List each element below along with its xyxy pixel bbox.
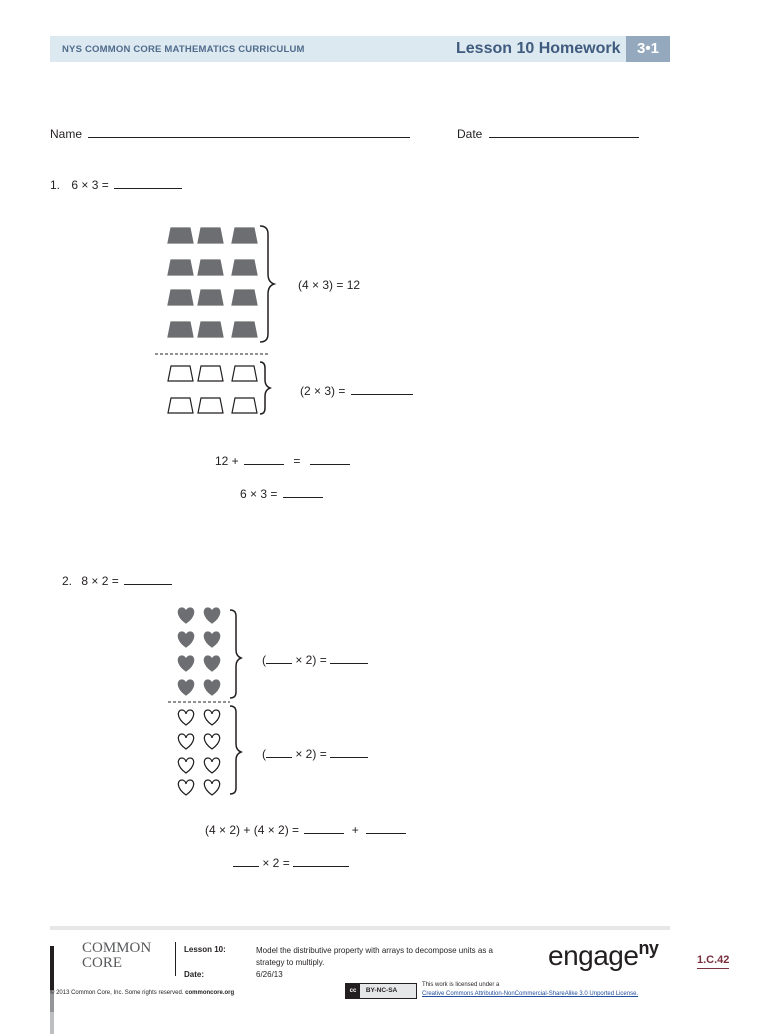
date-label: Date <box>457 127 483 141</box>
filled-heart-shape <box>204 680 219 695</box>
problem-2-answer-blank[interactable] <box>124 573 172 585</box>
problem-1-top-brace <box>260 226 274 342</box>
problem-2-sum-blank-2[interactable] <box>366 822 406 834</box>
footer-date-value: 6/26/13 <box>256 970 283 979</box>
cc-badge-text: BY-NC-SA <box>365 987 398 994</box>
filled-trapezoid-shape <box>232 228 257 243</box>
filled-trapezoid-shape <box>168 322 193 337</box>
empty-trapezoid-shape <box>168 366 193 381</box>
filled-heart-shape <box>204 656 219 671</box>
common-core-logo-mark <box>50 946 56 968</box>
license-link[interactable]: Creative Commons Attribution-NonCommercial-ShareAlike 3.0 Unported License. <box>422 991 639 997</box>
empty-trapezoid-shape <box>232 398 257 413</box>
problem-1-sum-line <box>215 453 350 468</box>
filled-trapezoid-shape <box>232 290 257 305</box>
filled-trapezoid-shape <box>168 228 193 243</box>
problem-2-bottom-blank-2[interactable] <box>330 746 368 758</box>
filled-trapezoid-shape <box>198 322 223 337</box>
empty-trapezoid-shape <box>232 366 257 381</box>
problem-2-array <box>168 600 258 800</box>
problem-2-expression: 8 × 2 = <box>81 574 119 588</box>
problem-1-final-text: 6 × 3 = <box>240 487 278 501</box>
module-tag: 3•1 <box>626 36 670 62</box>
filled-heart-shape <box>204 632 219 647</box>
empty-trapezoid-shape <box>168 398 193 413</box>
problem-1-sum-left: 12 + <box>215 454 239 468</box>
problem-1-answer-blank[interactable] <box>114 177 182 189</box>
engageny-logo-main: engage <box>548 940 639 971</box>
footer-divider <box>175 942 176 976</box>
filled-trapezoid-shape <box>168 260 193 275</box>
filled-trapezoid-shape <box>198 228 223 243</box>
name-label: Name <box>50 127 83 141</box>
license-intro: This work is licensed under a <box>422 982 500 988</box>
problem-1-final-blank[interactable] <box>283 486 323 498</box>
curriculum-label: NYS COMMON CORE MATHEMATICS CURRICULUM <box>62 44 305 55</box>
footer-rule <box>50 926 670 930</box>
problem-2-sum-text: (4 × 2) + (4 × 2) = <box>205 823 300 837</box>
problem-2-final-blank-2[interactable] <box>293 855 349 867</box>
empty-heart-shape <box>178 758 193 773</box>
problem-1-bottom-equation-text: (2 × 3) = <box>300 384 346 398</box>
problem-2-final-text: × 2 = <box>262 856 290 870</box>
footer-lesson-desc-2: strategy to multiply. <box>256 958 325 967</box>
problem-1-final-line <box>240 486 323 501</box>
problem-1-expression: 6 × 3 = <box>71 178 109 192</box>
problem-2-sum-blank-1[interactable] <box>304 822 344 834</box>
copyright <box>50 990 234 996</box>
problem-2-top-brace <box>230 610 241 698</box>
problem-1-bottom-blank[interactable] <box>351 383 413 395</box>
problem-1-sum-equals: = <box>293 454 301 468</box>
footer-lesson-desc-1: Model the distributive property with arrays to decompose units as a <box>256 946 494 955</box>
footer-lesson-label: Lesson 10: <box>184 945 226 954</box>
problem-2-final-blank-1[interactable] <box>233 855 259 867</box>
footer-date-label: Date: <box>184 970 205 979</box>
filled-trapezoid-shape <box>232 322 257 337</box>
problem-1-number: 1. <box>50 178 61 192</box>
problem-2-bottom-blank-1[interactable] <box>266 746 292 758</box>
filled-heart-shape <box>178 680 193 695</box>
filled-trapezoid-shape <box>198 260 223 275</box>
problem-1-sum-blank-1[interactable] <box>244 453 284 465</box>
engageny-logo <box>548 940 658 972</box>
filled-heart-shape <box>204 608 219 623</box>
engageny-logo-sup: ny <box>638 938 659 958</box>
problem-2-sum-plus: + <box>351 823 359 837</box>
problem-2-bottom-brace <box>230 706 241 794</box>
problem-2-top-mid: × 2) = <box>295 653 327 667</box>
copyright-site[interactable]: commoncore.org <box>185 990 235 996</box>
date-field[interactable] <box>457 126 639 141</box>
name-field[interactable] <box>50 126 410 141</box>
empty-heart-shape <box>204 780 219 795</box>
lesson-title: Lesson 10 Homework <box>456 40 621 57</box>
empty-trapezoid-shape <box>198 366 223 381</box>
page-code: 1.C.42 <box>697 954 729 969</box>
empty-heart-shape <box>204 758 219 773</box>
license-block <box>422 981 638 999</box>
filled-heart-shape <box>178 632 193 647</box>
problem-1-top-equation: (4 × 3) = 12 <box>298 278 361 292</box>
problem-2-bottom-equation <box>262 746 368 761</box>
name-blank[interactable] <box>88 126 410 138</box>
problem-2-top-blank-1[interactable] <box>266 652 292 664</box>
cc-badge[interactable] <box>345 983 417 999</box>
problem-1-array <box>150 220 290 420</box>
problem-1-prompt <box>50 177 182 192</box>
empty-trapezoid-shape <box>198 398 223 413</box>
filled-trapezoid-shape <box>198 290 223 305</box>
empty-heart-shape <box>178 734 193 749</box>
problem-2-top-blank-2[interactable] <box>330 652 368 664</box>
problem-2-sum-line <box>205 822 406 837</box>
problem-1-bottom-equation <box>300 383 413 398</box>
problem-1-sum-blank-2[interactable] <box>310 453 350 465</box>
problem-2-prompt <box>62 573 172 588</box>
problem-2-bottom-open: ( <box>262 747 266 761</box>
problem-2-top-equation <box>262 652 368 667</box>
filled-trapezoid-shape <box>168 290 193 305</box>
common-core-logo-top: COMMON <box>82 940 152 956</box>
filled-heart-shape <box>178 608 193 623</box>
filled-heart-shape <box>178 656 193 671</box>
problem-2-top-open: ( <box>262 653 266 667</box>
problem-2-bottom-mid: × 2) = <box>295 747 327 761</box>
empty-heart-shape <box>204 710 219 725</box>
common-core-wordmark <box>82 941 151 971</box>
copyright-text: © 2013 Common Core, Inc. Some rights reserved. <box>50 990 184 996</box>
empty-heart-shape <box>178 710 193 725</box>
problem-2-number: 2. <box>62 574 73 588</box>
footer-lesson-desc <box>256 945 493 969</box>
filled-trapezoid-shape <box>232 260 257 275</box>
cc-icon: cc <box>346 984 360 998</box>
problem-2-final-line <box>233 855 349 870</box>
common-core-logo-bottom: CORE <box>82 955 123 971</box>
empty-heart-shape <box>204 734 219 749</box>
empty-heart-shape <box>178 780 193 795</box>
date-blank[interactable] <box>489 126 639 138</box>
problem-1-bottom-brace <box>260 362 270 414</box>
